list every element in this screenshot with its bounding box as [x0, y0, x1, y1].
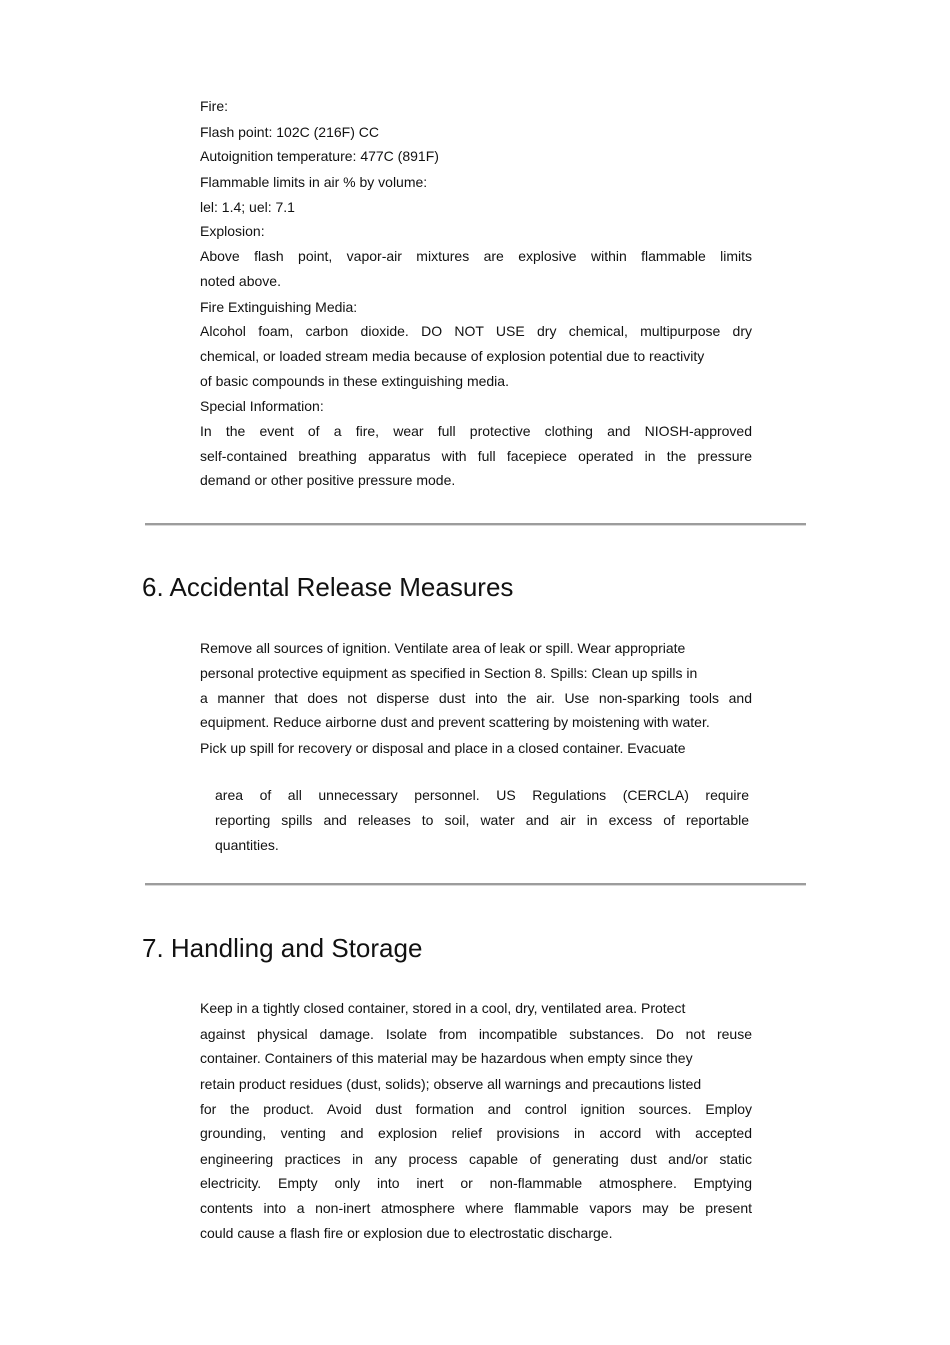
extinguishing-media-line: chemical, or loaded stream media because of explosion potential due to reactivity [200, 348, 705, 364]
autoignition-temperature: Autoignition temperature: 477C (891F) [200, 148, 439, 164]
handling-text-line: electricity. Empty only into inert or non-flammable atmosphere. Emptying [200, 1175, 752, 1191]
release-text-line: personal protective equipment as specified in Section 8. Spills: Clean up spills in [200, 665, 698, 681]
section-divider [145, 523, 806, 526]
explosion-text-line: Above flash point, vapor-air mixtures are explosive within flammable limits [200, 248, 752, 264]
special-information-line: demand or other positive pressure mode. [200, 472, 456, 488]
section-6-heading: 6. Accidental Release Measures [142, 572, 514, 602]
handling-text-line: for the product. Avoid dust formation and control ignition sources. Employ [200, 1101, 752, 1117]
release-text-line: Remove all sources of ignition. Ventilate area of leak or spill. Wear appropriate [200, 640, 686, 656]
extinguishing-media-line: Alcohol foam, carbon dioxide. DO NOT USE dry chemical, multipurpose dry [200, 323, 752, 339]
release-indented-line: quantities. [215, 837, 279, 853]
release-indented-line: area of all unnecessary personnel. US Regulations (CERCLA) require [215, 787, 749, 803]
release-text-line: Pick up spill for recovery or disposal and place in a closed container. Evacuate [200, 740, 686, 756]
flammable-limits-label: Flammable limits in air % by volume: [200, 174, 428, 190]
release-text-line: equipment. Reduce airborne dust and prevent scattering by moistening with water. [200, 714, 710, 730]
release-text-line: a manner that does not disperse dust into the air. Use non-sparking tools and [200, 690, 752, 706]
section-7-heading: 7. Handling and Storage [142, 933, 423, 963]
flash-point: Flash point: 102C (216F) CC [200, 124, 379, 140]
handling-text-line: container. Containers of this material may be hazardous when empty since they [200, 1050, 693, 1066]
handling-text-line: engineering practices in any process capable of generating dust and/or static [200, 1151, 752, 1167]
special-information-line: self-contained breathing apparatus with full facepiece operated in the pressure [200, 448, 752, 464]
handling-text-line: Keep in a tightly closed container, stored in a cool, dry, ventilated area. Protect [200, 1000, 686, 1016]
handling-text-line: could cause a flash fire or explosion due to electrostatic discharge. [200, 1225, 613, 1241]
special-information-line: In the event of a fire, wear full protective clothing and NIOSH-approved [200, 423, 752, 439]
extinguishing-media-line: of basic compounds in these extinguishing media. [200, 373, 509, 389]
explosion-text-line: noted above. [200, 273, 281, 289]
fire-label: Fire: [200, 98, 228, 114]
handling-text-line: retain product residues (dust, solids); observe all warnings and precautions listed [200, 1076, 702, 1092]
handling-text-line: contents into a non-inert atmosphere where flammable vapors may be present [200, 1200, 752, 1216]
extinguishing-media-label: Fire Extinguishing Media: [200, 299, 358, 315]
explosion-label: Explosion: [200, 223, 265, 239]
handling-text-line: against physical damage. Isolate from incompatible substances. Do not reuse [200, 1026, 752, 1042]
section-divider [145, 883, 806, 886]
handling-text-line: grounding, venting and explosion relief provisions in accord with accepted [200, 1125, 752, 1141]
special-information-label: Special Information: [200, 398, 324, 414]
flammable-limits-values: lel: 1.4; uel: 7.1 [200, 199, 295, 215]
release-indented-line: reporting spills and releases to soil, water and air in excess of reportable [215, 812, 749, 828]
